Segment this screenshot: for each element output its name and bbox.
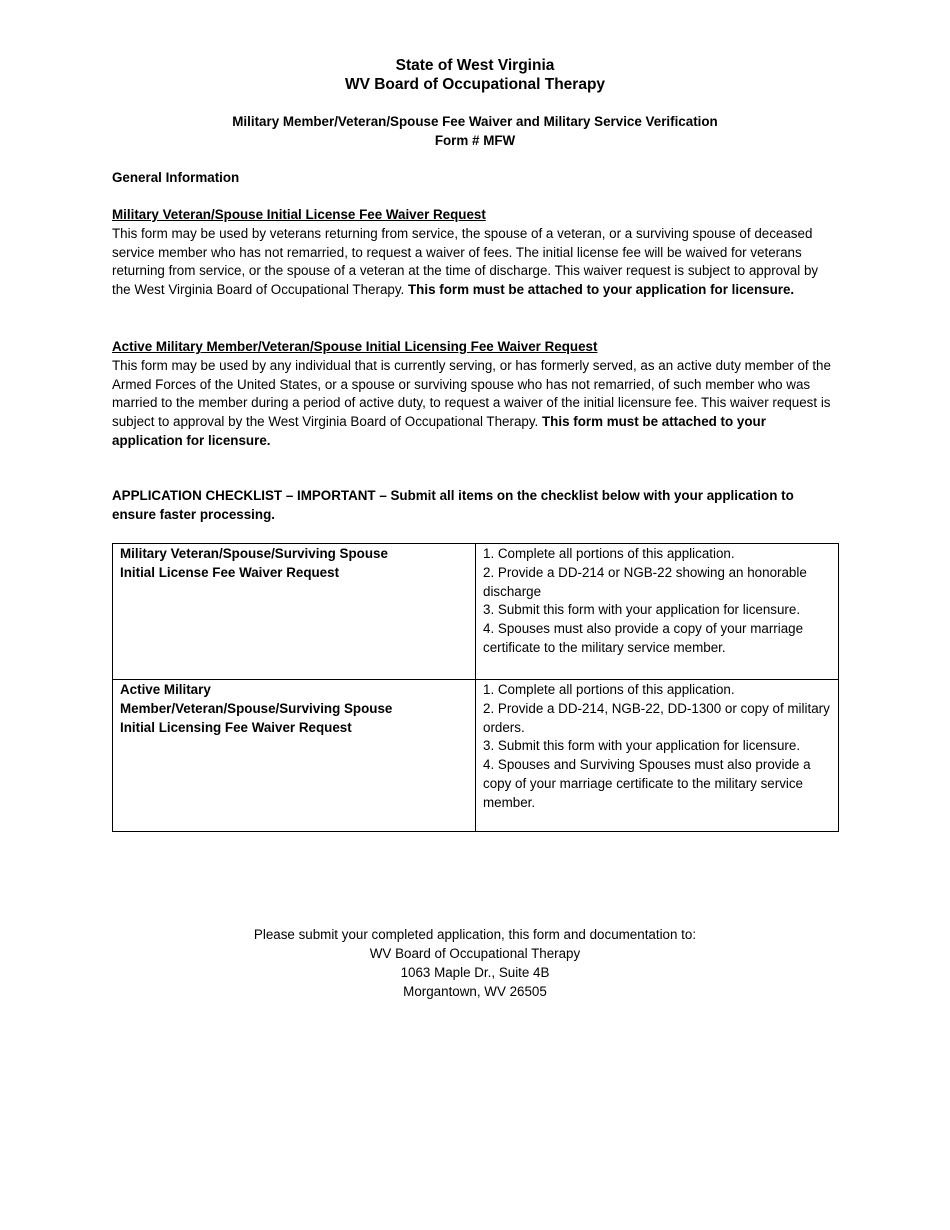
state-name: State of West Virginia — [395, 57, 555, 74]
checklist-step: 4. Spouses must also provide a copy of your marriage certificate to the military service member. — [483, 621, 804, 655]
document-header — [112, 56, 838, 94]
steps-cell — [476, 680, 839, 832]
submission-address-block — [112, 925, 838, 1001]
steps-cell — [476, 544, 839, 680]
checklist-intro: APPLICATION CHECKLIST – IMPORTANT – Submit all items on the checklist below with your application to ensure faster processing. — [112, 488, 794, 522]
checklist-step: 3. Submit this form with your application for licensure. — [483, 602, 801, 618]
checklist-step: 1. Complete all portions of this application. — [483, 546, 735, 561]
general-information-heading: General Information — [112, 170, 240, 185]
request-type-line: Active Military — [120, 682, 211, 697]
checklist-step: 2. Provide a DD-214 or NGB-22 showing an honorable discharge — [483, 564, 807, 599]
checklist-table — [112, 543, 839, 832]
checklist-step: 3. Submit this form with your application for licensure. — [483, 738, 801, 754]
checklist-step: 1. Complete all portions of this application. — [483, 682, 735, 697]
table-row — [113, 680, 839, 832]
submission-instruction: Please submit your completed application, this form and documentation to: — [253, 927, 697, 942]
form-title-block — [112, 112, 838, 150]
submission-address-line: 1063 Maple Dr., Suite 4B — [400, 965, 550, 980]
submission-org: WV Board of Occupational Therapy — [369, 946, 581, 961]
section-body — [112, 357, 838, 451]
request-type-line: Initial License Fee Waiver Request — [120, 564, 340, 580]
form-title: Military Member/Veteran/Spouse Fee Waiver and Military Service Verification — [232, 114, 718, 129]
section-bold-note: This form must be attached to your application for licensure. — [112, 414, 766, 448]
form-number: Form # MFW — [434, 133, 516, 148]
submission-address-line: Morgantown, WV 26505 — [403, 984, 547, 999]
request-type-line: Initial Licensing Fee Waiver Request — [120, 719, 352, 735]
request-type-line: Member/Veteran/Spouse/Surviving Spouse — [120, 700, 393, 716]
section-active-military-waiver — [112, 338, 838, 451]
request-type-line: Military Veteran/Spouse/Surviving Spouse — [120, 546, 388, 561]
section-text: This form may be used by veterans returning from service, the spouse of a veteran, or a surviving spouse of deceased service member who has not remarried, to request a waiver of fees. The initial license fee will be waived for veterans returning from service, or the spouse of a veteran at the time of discharge. This waiver request is subject to approval by the West Virginia Board of Occupational Therapy. — [112, 225, 819, 298]
section-bold-note: This form must be attached to your application for licensure. — [408, 282, 795, 298]
request-type-cell — [113, 680, 476, 832]
checklist-step: 2. Provide a DD-214, NGB-22, DD-1300 or copy of military orders. — [483, 700, 830, 735]
section-veteran-waiver — [112, 206, 838, 300]
board-name: WV Board of Occupational Therapy — [344, 76, 606, 93]
section-body — [112, 225, 838, 300]
section-text: This form may be used by any individual that is currently serving, or has formerly served, as an active duty member of the Armed Forces of the United States, or a spouse or surviving spouse who has not remarried, of such member who was married to the member during a period of active duty, to request a waiver of the initial licensure fee. This waiver request is subject to approval by the West Virginia Board of Occupational Therapy. — [112, 357, 831, 430]
checklist-step: 4. Spouses and Surviving Spouses must also provide a copy of your marriage certificate to the military service member. — [483, 757, 811, 810]
section-title: Military Veteran/Spouse Initial License Fee Waiver Request — [112, 207, 486, 222]
section-title: Active Military Member/Veteran/Spouse Initial Licensing Fee Waiver Request — [112, 339, 598, 354]
table-row — [113, 544, 839, 680]
request-type-cell — [113, 544, 476, 680]
